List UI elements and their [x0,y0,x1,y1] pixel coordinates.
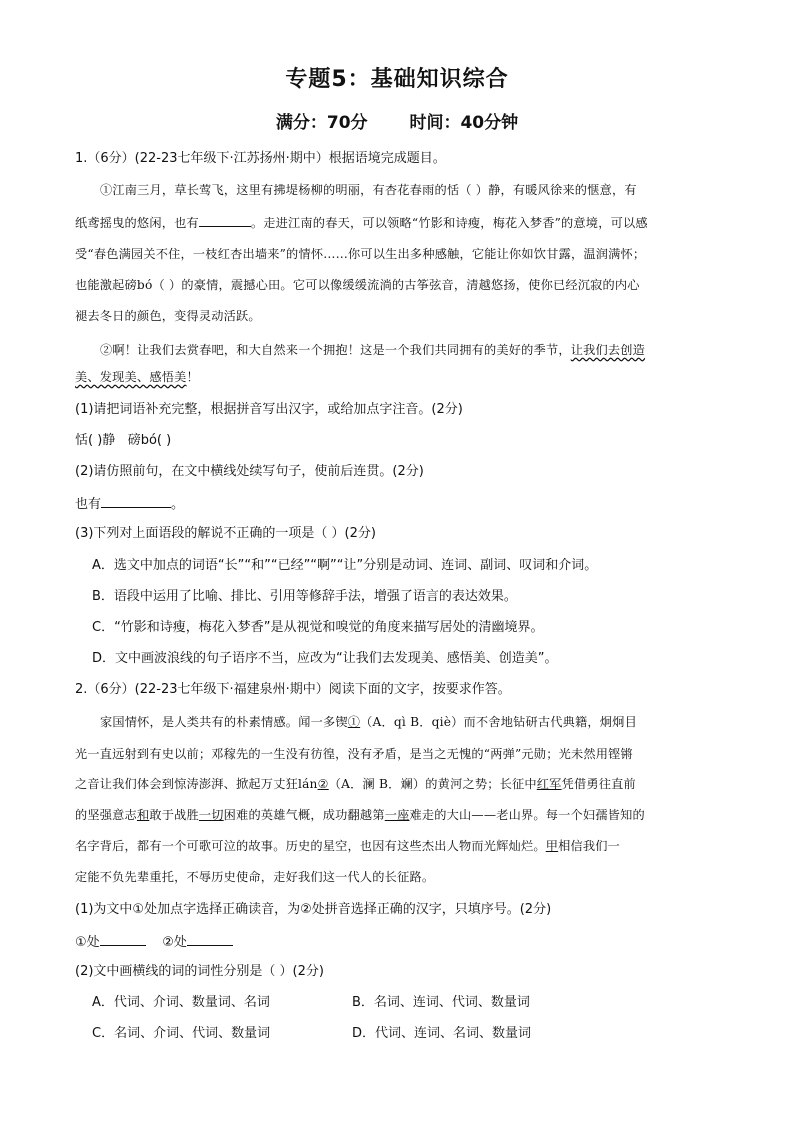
option-a: A．选文中加点的词语“长”“和”“已经”“啊”“让”分别是动词、连词、副词、叹词和介词。 [92,558,598,573]
q2-passage-line: 光一直远射到有史以前；邓稼先的一生没有彷徨，没有矛盾，是当之无愧的“两弹”元勋；光未然用铿锵 [75,747,633,761]
blank-marker-jia: 甲 [545,839,559,853]
q1-passage-line: ①江南三月，草长莺飞，这里有拂堤杨柳的明丽，有杏花春雨的恬（ ）静，有暖风徐来的惬意，有 [100,183,637,197]
underlined-word: 一座 [384,808,410,822]
answer-blank-tian: 恬( )静 [75,433,116,448]
q1-passage-line: 受“春色满园关不住，一枝红杏出墙来”的情怀……你可以生出多种感触，它能让你如饮甘露，温润满怀； [75,247,646,261]
page-title: 专题5：基础知识综合 [285,67,509,92]
blank-marker-2: ② [317,777,329,791]
wavy-underlined-sentence: 让我们去创造 [570,343,646,357]
answer-blank-bo: 磅bó( ) [127,433,172,448]
wavy-underlined-sentence: 美、发现美、感悟美 [75,370,187,384]
exam-info [0,108,794,133]
q1-passage-line: ②啊！让我们去赏春吧，和大自然来一个拥抱！这是一个我们共同拥有的美好的季节，让我们去创造 [100,343,646,357]
q2-passage-line: 之音让我们体会到惊涛澎湃、掀起万丈狂lán②（A．澜 B．斓）的黄河之势；长征中红军凭借勇往直前 [75,777,636,791]
option-d: D．文中画波浪线的句子语序不当，应改为“让我们去发现美、感悟美、创造美”。 [92,651,558,666]
q2-passage-line: 名字背后，都有一个可歌可泣的故事。历史的星空，也因有这些杰出人物而光辉灿烂。甲相信我们一 [75,839,621,853]
q2-passage-line: 定能不负先辈重托，不辱历史使命，走好我们这一代人的长征路。 [75,870,435,884]
q2-sub-1: (1)为文中①处加点字选择正确读音，为②处拼音选择正确的汉字，只填序号。(2分) [75,902,552,917]
blank-marker-1: ① [347,715,361,729]
fill-blank [101,493,171,508]
fill-blank [199,212,251,227]
option-c: C．名词、介词、代词、数量词 [92,1026,271,1041]
q1-sub-1-answers [75,431,725,451]
option-a: A．代词、介词、数量词、名词 [92,995,270,1010]
underlined-word: 红军 [536,777,562,791]
option-b: B．语段中运用了比喻、排比、引用等修辞手法，增强了语言的表达效果。 [92,589,517,604]
q2-passage-line: 家国情怀，是人类共有的朴素情感。闻一多锲①（A．qì B．qiè）而不舍地钻研古代典籍，炯炯目 [100,715,637,729]
full-score: 满分：70分 [275,113,368,133]
q1-passage-line: 也能激起磅bó（ ）的豪情，震撼心田。它可以像缓缓流淌的古筝弦音，清越悠扬，使你已经沉寂的内心 [75,278,640,292]
q1-passage-line: 纸鸢摇曳的悠闲，也有 。走进江南的春天，可以领略“竹影和诗瘦，梅花入梦香”的意境，可以感 [75,212,723,233]
q2-passage-line: 的坚强意志和敢于战胜一切困难的英雄气概，成功翻越第一座难走的大山——老山界。每一个妇孺皆知的 [75,808,645,822]
option-b: B．名词、连词、代词、数量词 [352,995,530,1010]
question-1-header: 1.（6分）(22-23七年级下·江苏扬州·期中）根据语境完成题目。 [75,151,446,166]
time-limit: 时间：40分钟 [409,113,519,133]
q1-sub-1: (1)请把词语补充完整，根据拼音写出汉字，或给加点字注音。(2分) [75,402,463,417]
q1-sub-2: (2)请仿照前句，在文中横线处续写句子，使前后连贯。(2分) [75,464,424,479]
question-2-header: 2.（6分）(22-23七年级下·福建泉州·期中）阅读下面的文字，按要求作答。 [75,682,511,697]
fill-blank [187,931,233,946]
q2-sub-1-answers: ①处 ②处 [75,931,725,953]
q1-sub-2-answer: 也有 。 [75,493,725,515]
q1-passage-line: 褪去冬日的颜色，变得灵动活跃。 [75,309,261,323]
underlined-word: 一切 [198,808,224,822]
option-d: D．代词、连词、名词、数量词 [352,1026,532,1041]
q1-passage-line: 美、发现美、感悟美！ [75,370,199,384]
q2-sub-2: (2)文中画横线的词的词性分别是（ ）(2分) [75,964,324,979]
option-c: C．“竹影和诗瘦，梅花入梦香”是从视觉和嗅觉的角度来描写居处的清幽境界。 [92,620,544,635]
q1-sub-3: (3)下列对上面语段的解说不正确的一项是（ ）(2分) [75,526,376,541]
fill-blank [100,931,146,946]
underlined-word: 和 [136,808,150,822]
